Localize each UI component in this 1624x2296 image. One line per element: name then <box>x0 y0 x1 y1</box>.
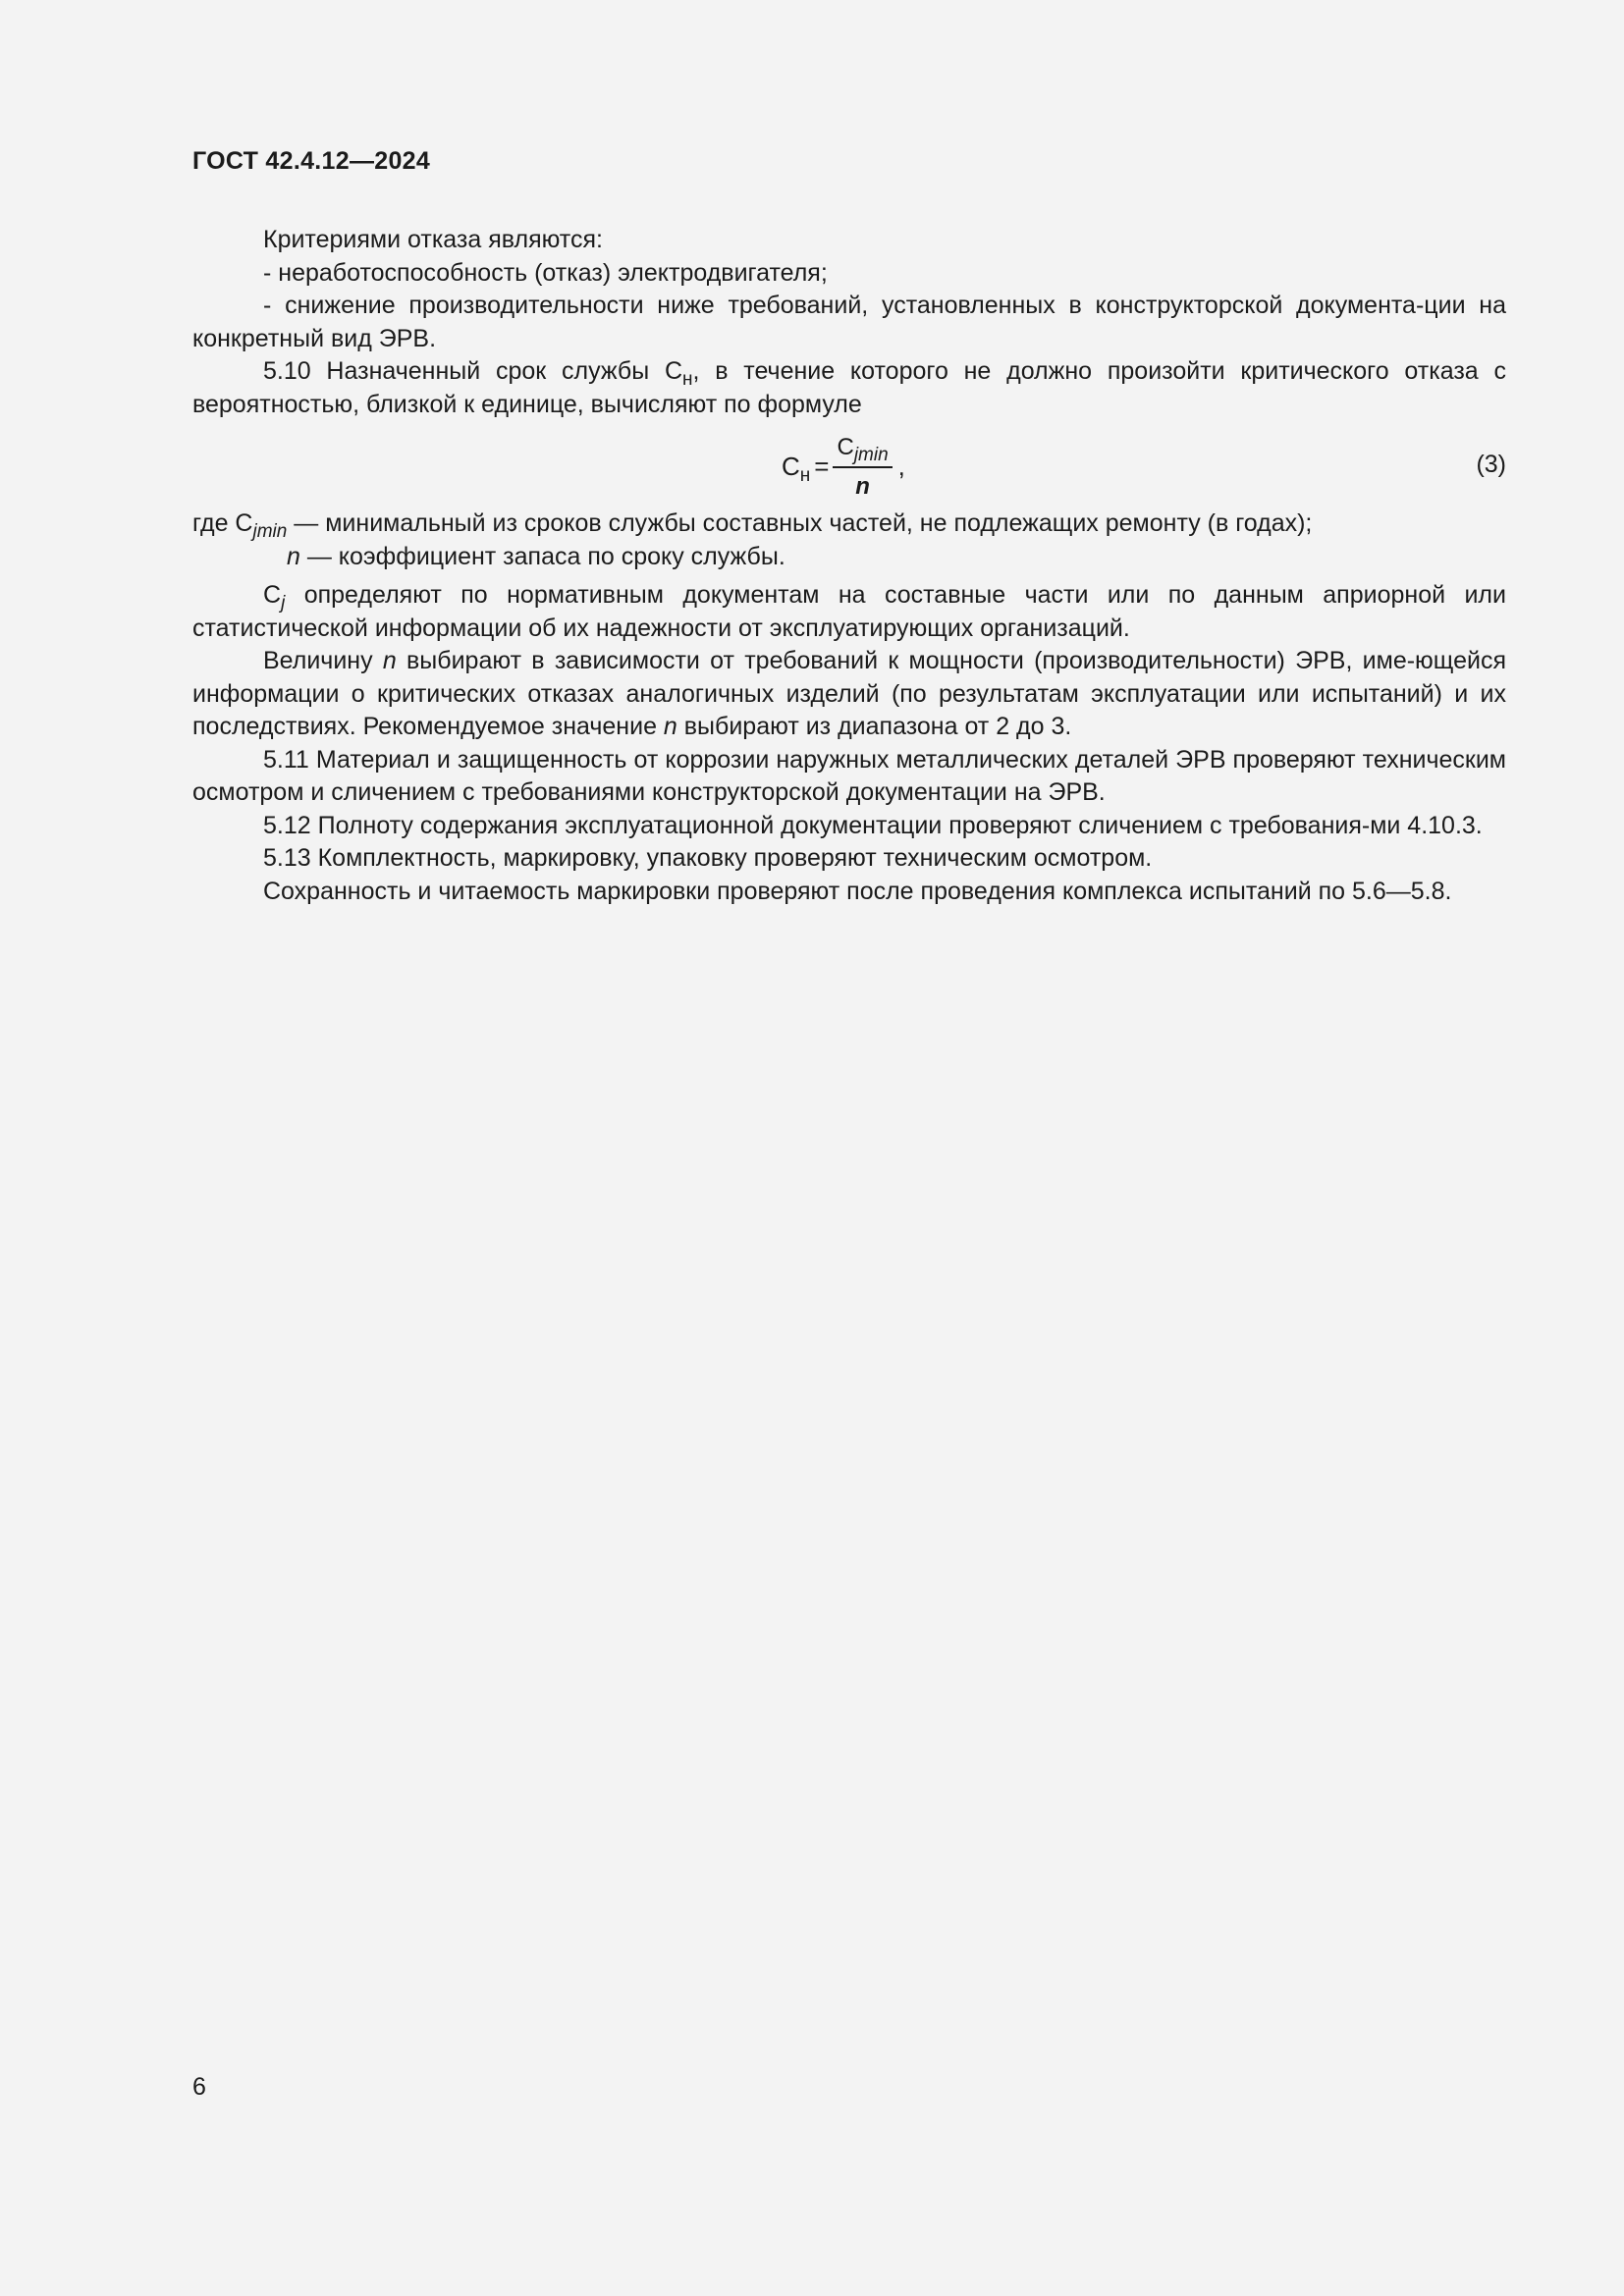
value-text-c: выбирают из диапазона от 2 до 3. <box>677 713 1072 740</box>
paragraph-5-13: 5.13 Комплектность, маркировку, упаковку проверяют техническим осмотром. <box>263 844 1153 872</box>
paragraph-value-n <box>192 645 1506 744</box>
where-line-2 <box>192 541 1506 574</box>
cj-symbol: С <box>263 581 282 609</box>
cj-text: определяют по нормативным документам на составные части или по данным априорной или статистической информации об их надежности от эксплуатирующих организаций. <box>192 581 1506 642</box>
formula-number: (3) <box>1476 451 1506 478</box>
criteria-item-2: - снижение производительности ниже требований, установленных в конструкторской документа-ции на конкретный вид ЭРВ. <box>192 292 1506 352</box>
criteria-intro: Критериями отказа являются: <box>263 226 603 253</box>
formula-fraction <box>833 431 892 503</box>
value-text-b: выбирают в зависимости от требований к мощности (производительности) ЭРВ, име-ющейся информации о критических отказах аналогичных изделий (по результатам эксплуатации или испытаний) и их последствиях. Рекомендуемое значение <box>192 647 1506 740</box>
paragraph-cj <box>192 579 1506 645</box>
where-line-1 <box>192 507 1506 541</box>
page-number: 6 <box>192 2073 206 2101</box>
paragraph-5-11: 5.11 Материал и защищенность от коррозии наружных металлических деталей ЭРВ проверяют техническим осмотром и сличением с требованиями конструкторской документации на ЭРВ. <box>192 745 1506 806</box>
formula-lhs-symbol: С <box>782 451 800 481</box>
formula-equals: = <box>814 451 830 481</box>
where-n-text: — коэффициент запаса по сроку службы. <box>299 542 785 570</box>
where-n-symbol: n <box>287 542 300 570</box>
formula-numerator-subscript: jmin <box>853 445 889 465</box>
value-n-symbol-2: n <box>663 713 677 740</box>
document-header: ГОСТ 42.4.12—2024 <box>192 147 431 175</box>
paragraph-5-10-text-a: 5.10 Назначенный срок службы С <box>263 357 683 385</box>
formula-expression <box>782 431 905 503</box>
paragraph-5-10-text-b: , в течение которого не должно произойти критического отказа с вероятностью, близкой к единице, вычисляют по формуле <box>192 357 1506 418</box>
formula-denominator: n <box>855 472 870 500</box>
where-subscript: jmin <box>252 521 288 542</box>
paragraph-5-10-subscript: н <box>682 369 693 390</box>
document-body <box>192 224 1506 908</box>
formula-numerator <box>833 431 892 468</box>
where-text-b: — минимальный из сроков службы составных частей, не подлежащих ремонту (в годах); <box>287 509 1313 537</box>
criteria-item-1: - неработоспособность (отказ) электродвигателя; <box>263 258 828 287</box>
value-n-symbol-1: n <box>382 647 397 674</box>
paragraph-5-10 <box>192 355 1506 421</box>
paragraph-marking: Сохранность и читаемость маркировки проверяют после проведения комплекса испытаний по 5.6—5.8. <box>263 877 1452 905</box>
formula-comma: , <box>897 451 905 481</box>
paragraph-5-12: 5.12 Полноту содержания эксплуатационной документации проверяют сличением с требования-ми 4.10.3. <box>263 811 1483 839</box>
formula-lhs <box>782 451 810 484</box>
formula-3 <box>192 421 1506 507</box>
where-text-a: где С <box>192 509 253 537</box>
cj-subscript: j <box>281 593 286 614</box>
value-text-a: Величину <box>263 647 383 674</box>
formula-lhs-subscript: н <box>799 464 811 486</box>
formula-numerator-symbol: С <box>837 434 854 460</box>
